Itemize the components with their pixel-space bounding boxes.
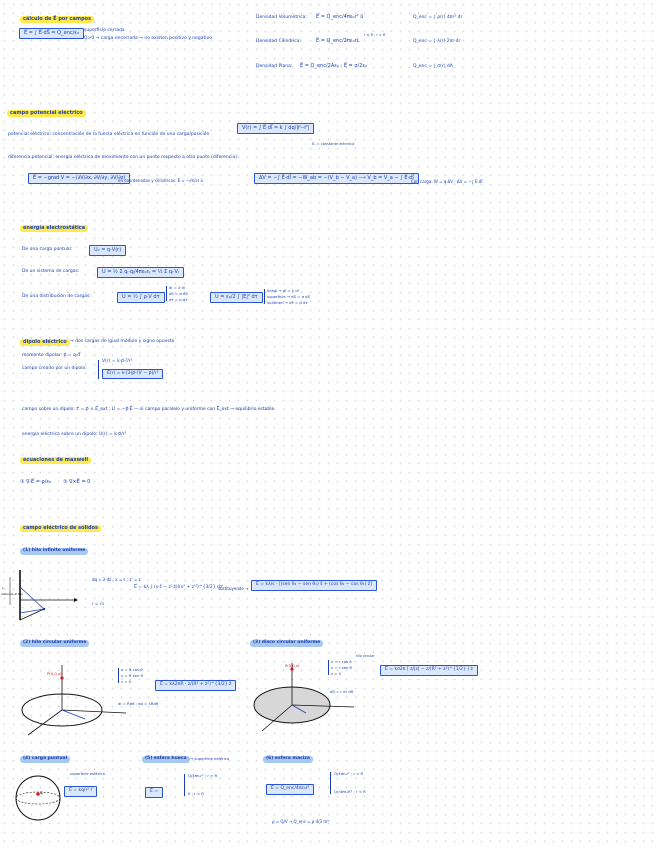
infinite-wire-integral: E⃗ = kλ ∫ (s·ŝ − z'·ẑ)/(s² + z'²)^{3/2} dz' — [134, 585, 224, 590]
energy-case-2: dS = σ·dS — [169, 290, 188, 296]
dipole-torque: campo sobre un dipolo: τ⃗ = p⃗ × E⃗_ext ; U = −p⃗·E⃗ — si campo paralelo y uniforme con E⃗_ext → equilibrio estable — [22, 407, 275, 412]
circular-wire-cases — [118, 668, 143, 683]
cyl-density-cases: r ≤ R ; r > R — [364, 33, 386, 37]
circular-disk-point: P(0,0,z) — [285, 663, 300, 668]
infinite-wire-coords: dq = λ·dz ; x = s ; z' = z — [92, 577, 141, 582]
circular-disk-cases-note: hilo circular — [356, 654, 375, 658]
subsection-point-charge: (4) carga puntual — [20, 756, 70, 763]
cyl-density-label: Densidad Cilíndrica: — [256, 39, 302, 44]
section-title-potential: campo potencial eléctrico — [7, 110, 86, 117]
vol-density-formula: E⃗ = Q_enc/4πε₀r² û — [316, 14, 364, 20]
dipole-moment: momento dipolar: p⃗ = q·d⃗ — [22, 353, 81, 358]
circular-wire-case-z: z = 0 — [121, 678, 132, 684]
maxwell-eq-1: ① ∇·E⃗ = ρ/ε₀ — [20, 479, 52, 485]
gauss-formula-box: E⃗ = ∫ E⃗·dS⃗ = Q_enc/ε₀ — [19, 28, 84, 39]
plane-density-qenc: Q_enc = ∫ σ(r) dA — [413, 64, 453, 69]
gradient-note: en coordenadas y cilíndricas: E⃗ = −∂V/∂r û — [118, 178, 204, 183]
point-charge-q: q — [40, 790, 43, 795]
energy-system-label: De un sistema de cargas: — [22, 269, 80, 274]
infinite-wire-sub-note: sustituyendo → — [218, 586, 249, 591]
circular-disk-result-box: E⃗ = kσ2π [ z/|z| − z/(R² + z²)^{1/2} ] ẑ — [380, 665, 478, 676]
circular-disk-case-z: z = 0 — [331, 670, 342, 676]
point-charge-diagram — [12, 772, 72, 824]
potential-definition: potencial eléctrico: concentración de la fuerza eléctrica en función de una carga/posición — [8, 132, 210, 137]
energy-system-box: U = ½ Σ qᵢ·qⱼ/4πε₀rᵢⱼ = ½ Σ qᵢ·Vᵢ — [97, 267, 184, 278]
circular-disk-diagram — [240, 655, 380, 740]
infinite-wire-axis: s — [2, 586, 4, 590]
energy-cases-2 — [264, 289, 310, 304]
energy-case-3: dτ = ρ·dτ — [169, 296, 188, 302]
infinite-wire-result-box: E⃗ = kλ/s · [(sen θ₂ − sen θ₁) ŝ + (cos θ₂ − cos θ₁) ẑ] — [251, 580, 377, 591]
solid-sphere-cases — [330, 772, 366, 794]
section-title-dipole: dipolo eléctrico — [20, 339, 70, 346]
hollow-sphere-cases — [184, 774, 217, 796]
plane-density-formula: E⃗ = Q_enc/2Aε₀ ; E⃗ = σ/2ε₀ — [300, 63, 368, 69]
cyl-density-formula: E⃗ = Q_enc/2πε₀rL — [316, 38, 360, 44]
dipole-potential: V(r) = k·p⃗·r̂/r² — [102, 359, 133, 364]
potential-diff-note: Con carga: W = q·ΔV ; ΔV = −∫ E⃗·dl⃗ — [411, 179, 483, 184]
circular-disk-ds: dS = r dr dθ — [330, 689, 354, 694]
energy-distribution-label: De una distribución de cargas: — [22, 294, 91, 299]
solid-sphere-box: E⃗ = Q_enc/4πε₀r² — [266, 784, 314, 795]
gradient-box: E⃗ = −grad V = −(∂V/∂x, ∂V/∂y, ∂V/∂z) — [28, 173, 130, 184]
hollow-sphere-box: E⃗ = — [145, 787, 163, 798]
plane-density-label: Densidad Plana: — [256, 64, 293, 69]
vol-density-qenc: Q_enc = ∫ ρ(r) 4πr² dr — [413, 15, 463, 20]
subsection-circular-disk: (3) disco circular uniforme — [250, 640, 323, 647]
infinite-wire-r: r = √s — [92, 601, 105, 606]
hollow-sphere-note: → superficie esférica — [190, 756, 230, 761]
maxwell-eq-2: ② ∇×E⃗ = 0 — [63, 479, 91, 485]
potential-difference-def: diferencia potencial: energía eléctrica de movimiento con un punto respecto a otro punto (diferencia) — [8, 155, 238, 160]
circular-disk-case-y: y = r sen θ — [331, 664, 352, 670]
section-title-energy: energía electrostática — [20, 225, 88, 232]
solid-sphere-case-in: Qr/4πε₀R³ ; r < R — [334, 788, 366, 794]
potential-diff-box: ΔV = −∫ E⃗·dl⃗ = −W_ab = −(V_b − V_a) ⟶ V_b = V_a − ∫ E⃗·dl⃗ — [254, 173, 419, 184]
energy-case2-3: volumen → dτ = ρ dτ — [267, 299, 308, 305]
circular-wire-point: P(0,0,z) — [47, 671, 62, 676]
dipole-field-label: campo creado por un dipolo: — [22, 366, 87, 371]
circular-disk-cases — [328, 660, 352, 675]
section-title-solids: campo eléctrico de sólidos — [20, 525, 101, 532]
subsection-infinite-wire: (1) hilo infinito uniforme — [20, 548, 88, 555]
solid-sphere-density: ρ = Q/V → Q_enc = ρ·4/3 πr³ — [272, 819, 329, 824]
hollow-sphere-case-out: Q/4πε₀r² ; r > R — [188, 773, 218, 778]
dipole-field-box: E⃗(r) = k·[3(p⃗·r̂)r̂ − p⃗]/r³ — [102, 369, 163, 380]
energy-distribution-box: U = ½ ∫ ρ·V dτ — [117, 292, 165, 303]
gauss-note-2: Q>0 → carga encerrada → no existen positivo y negativo — [84, 36, 212, 41]
potential-formula-note: E₀ = constante eléctrica — [312, 142, 355, 146]
infinite-wire-axis-label: distancia al hilo — [1, 592, 23, 596]
hollow-sphere-case-in: 0 ; r < R — [188, 790, 204, 796]
solid-sphere-case-out: Q/4πε₀r² ; r > R — [334, 771, 364, 776]
dipole-energy: energía eléctrica sobre un dipolo: U(r) = k·p⃗/r² — [22, 432, 127, 437]
energy-point-label: De una carga puntual: — [22, 247, 73, 252]
circular-disk-case-x: x = r cos θ — [331, 659, 352, 664]
circular-wire-result-box: E⃗ = kλ2πR · z/(R² + z²)^{3/2} ẑ — [155, 680, 236, 691]
energy-case2-2: superficie → dS = σ dS — [267, 293, 311, 299]
energy-point-box: U₀ = q·V(r) — [89, 245, 126, 256]
subsection-hollow-sphere: (5) esfera hueca — [142, 756, 190, 763]
circular-wire-case-y: y = R sen θ — [121, 672, 143, 678]
energy-cases — [166, 286, 188, 301]
circular-wire-dl: dl = Rdθ ; dq = λRdθ — [118, 701, 159, 706]
vol-density-label: Densidad Volumétrica: — [256, 15, 307, 20]
energy-case2-1: lineal → dl = λ dl — [267, 288, 299, 293]
subsection-solid-sphere: (6) esfera maciza — [263, 756, 313, 763]
section-title-maxwell: ecuaciones de maxwell — [20, 457, 91, 464]
point-charge-note: superficie esférica — [70, 771, 105, 776]
energy-case-1: dl = λ·dl — [169, 285, 185, 290]
circular-wire-case-x: x = R cos θ — [121, 667, 143, 672]
point-charge-box: E⃗ = kq/r² r̂ — [64, 786, 97, 797]
section-title-gauss: cálculo de E⃗ por campos — [20, 16, 94, 23]
dipole-field-cases — [98, 360, 163, 379]
gauss-note-1: superficie cerrada — [84, 28, 125, 33]
cyl-density-qenc: Q_enc = ∫ λ(r) 2πr dr — [413, 39, 461, 44]
potential-formula-box: V(r) = ∫ E⃗·dl⃗ = k ∫ dq/|r⃗−r⃗'| — [237, 123, 314, 134]
subsection-circular-wire: (2) hilo circular uniforme — [20, 640, 89, 647]
dipole-title-note: → dos cargas de igual módulo y signo opuesto — [70, 339, 175, 344]
energy-field-box: U = ε₀/2 ∫ |E|² dτ — [210, 292, 263, 303]
